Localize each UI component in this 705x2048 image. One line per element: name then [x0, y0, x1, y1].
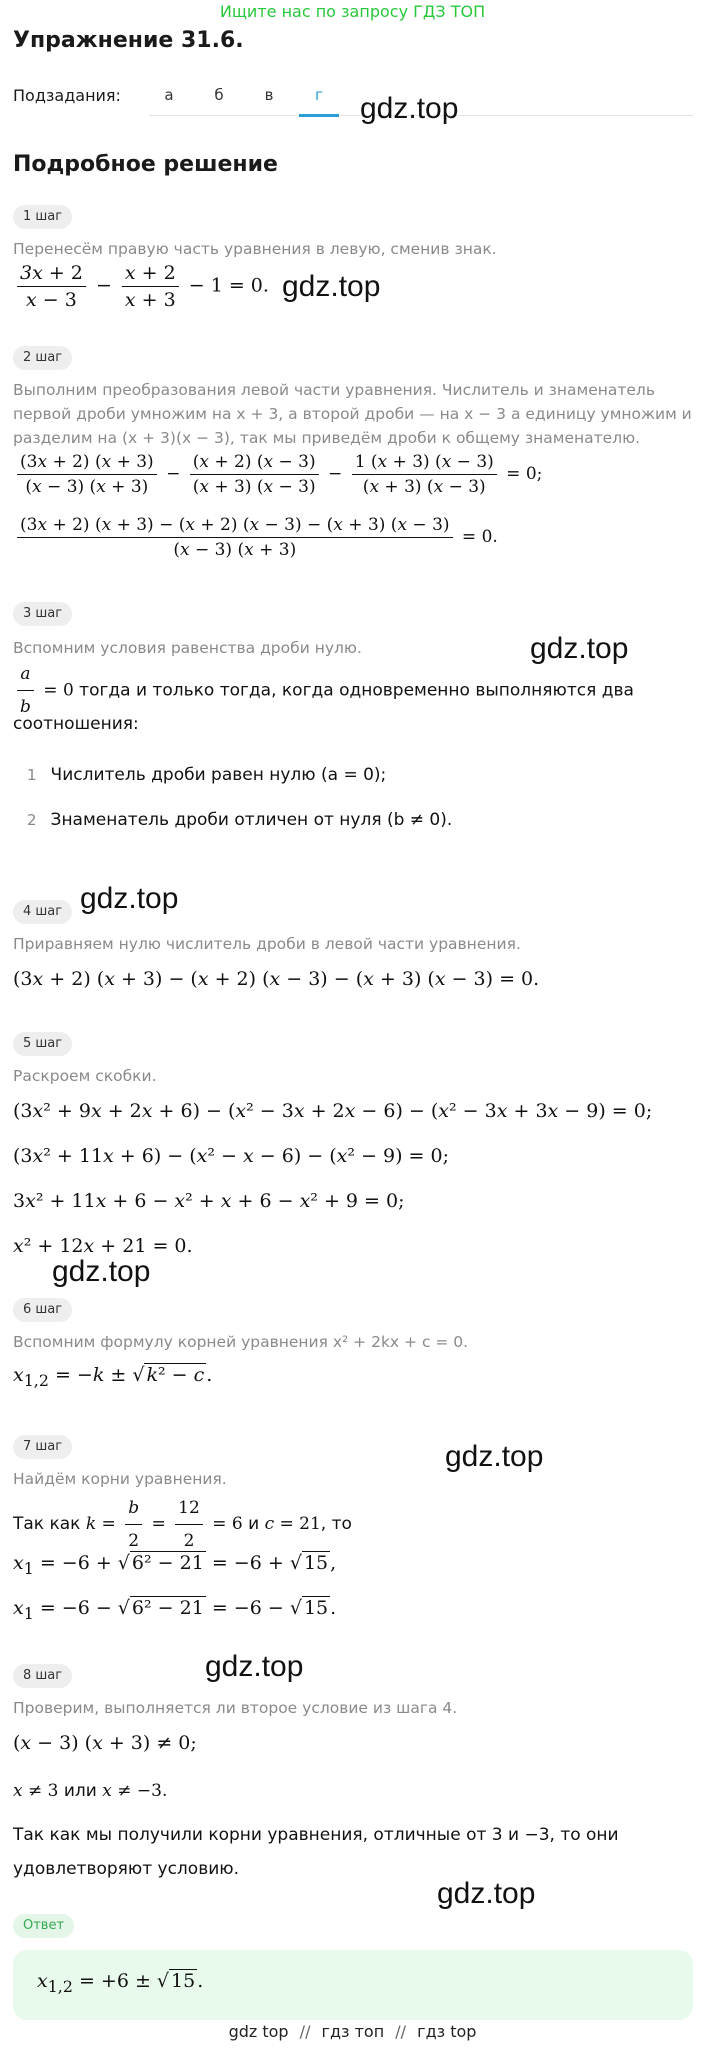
step-8-inequality: (x − 3) (x + 3) ≠ 0; [13, 1732, 197, 1754]
step-8-result: x ≠ 3 или x ≠ −3. [13, 1781, 168, 1801]
step-2-equation-2: $\frac{(3x + 2) (x + 3) - (x + 2) (x - 3) - (x + 3) (x - 3)}{(x - 3) (x + 3)}$ = 0. [13, 515, 498, 560]
step-2-equation-1: $\frac{(3x + 2) (x + 3)}{(x - 3) (x + 3)}$ − $\frac{(x + 2) (x - 3)}{(x + 3) (x - 3)}$ − $\frac{1 (x + 3) (x - 3)}{(x + 3) (x - 3)}$ = 0; [13, 452, 542, 497]
footer-links [0, 2022, 705, 2041]
step-4-text: Приравняем нулю числитель дроби в левой части уравнения. [13, 935, 521, 953]
step-7-badge: 7 шаг [13, 1435, 72, 1459]
step-3-list-item-1: 1 Числитель дроби равен нулю (a = 0); [27, 765, 387, 785]
tab-g[interactable]: г [299, 86, 339, 104]
step-8-text: Проверим, выполняется ли второе условие из шага 4. [13, 1699, 458, 1717]
watermark: gdz.top [205, 1650, 304, 1683]
footer-separator: // [299, 2022, 311, 2041]
answer-box [13, 1950, 693, 2020]
subtasks-label: Подзадания: [13, 86, 121, 105]
step-2-text: Выполним преобразования левой части уравнения. Числитель и знаменатель первой дроби умножим на x + 3, а второй дроби — на x − 3 а единицу умножим и разделим на (x + 3)(x − 3), так мы приведём дроби к общему знаменателю. [13, 381, 692, 447]
footer-link-2[interactable]: гдз топ [321, 2022, 385, 2041]
step-3-condition: $\frac{a}{b}$ = 0 тогда и только тогда, когда одновременно выполняются два [13, 660, 634, 721]
step-8-conclusion-2: удовлетворяют условию. [13, 1859, 239, 1879]
step-7-text: Найдём корни уравнения. [13, 1470, 227, 1488]
step-7-root-1: $x_1 = -6$ + √ 6² − 21 = −6 + √ 15 , [13, 1552, 337, 1578]
step-6-badge: 6 шаг [13, 1298, 72, 1322]
watermark: gdz.top [437, 1877, 536, 1910]
step-5-text: Раскроем скобки. [13, 1067, 157, 1085]
step-4-badge: 4 шаг [13, 900, 72, 924]
top-banner[interactable]: Ищите нас по запросу ГДЗ ТОП [219, 2, 486, 21]
step-1-text: Перенесём правую часть уравнения в левую, сменив знак. [13, 240, 497, 258]
step-2-badge: 2 шаг [13, 346, 72, 370]
step-5-badge: 5 шаг [13, 1032, 72, 1056]
step-6-text: Вспомним формулу корней уравнения x² + 2kx + c = 0. [13, 1333, 469, 1351]
step-1-equation: $\frac{3x + 2}{x - 3}$ − $\frac{x + 2}{x + 3}$ − 1 = 0. [13, 262, 269, 311]
tab-v[interactable]: в [264, 86, 274, 104]
footer-link-1[interactable]: gdz top [228, 2022, 289, 2041]
step-5-equation-3: 3x² + 11x + 6 − x² + x + 6 − x² + 9 = 0; [13, 1190, 405, 1212]
watermark: gdz.top [282, 270, 381, 303]
subtasks-bar [13, 86, 693, 116]
answer-formula: $x_{1,2} = +6$ ± √ 15 . [37, 1970, 204, 1996]
watermark: gdz.top [445, 1440, 544, 1473]
step-6-formula: $x_{1,2} = -k$ ± √ k² − c . [13, 1364, 213, 1390]
step-7-root-2: $x_1 = -6$ − √ 6² − 21 = −6 − √ 15 . [13, 1597, 337, 1623]
step-3-badge: 3 шаг [13, 602, 72, 626]
step-3-text: Вспомним условия равенства дроби нулю. [13, 639, 362, 657]
step-7-statement: Так как k = $\frac{b}{2}$ = $\frac{12}{2}$ = 6 и c = 21, то [13, 1494, 352, 1555]
step-3-condition-cont: соотношения: [13, 714, 139, 734]
footer-separator: // [395, 2022, 407, 2041]
page-title: Упражнение 31.6. [13, 28, 244, 53]
step-4-equation: (3x + 2) (x + 3) − (x + 2) (x − 3) − (x + 3) (x − 3) = 0. [13, 968, 540, 990]
answer-badge: Ответ [13, 1914, 74, 1938]
watermark: gdz.top [360, 92, 459, 125]
tab-b[interactable]: б [214, 86, 224, 104]
step-5-equation-1: (3x² + 9x + 2x + 6) − (x² − 3x + 2x − 6) − (x² − 3x + 3x − 9) = 0; [13, 1100, 653, 1122]
section-title: Подробное решение [13, 152, 278, 177]
watermark: gdz.top [52, 1255, 151, 1288]
step-8-badge: 8 шаг [13, 1664, 72, 1688]
watermark: gdz.top [80, 882, 179, 915]
watermark: gdz.top [530, 632, 629, 665]
tab-a[interactable]: а [164, 86, 174, 104]
step-1-badge: 1 шаг [13, 205, 72, 229]
footer-link-3[interactable]: гдз top [417, 2022, 477, 2041]
step-5-equation-4: x² + 12x + 21 = 0. [13, 1235, 193, 1257]
step-8-conclusion-1: Так как мы получили корни уравнения, отличные от 3 и −3, то они [13, 1825, 619, 1845]
step-5-equation-2: (3x² + 11x + 6) − (x² − x − 6) − (x² − 9) = 0; [13, 1145, 449, 1167]
step-3-list-item-2: 2 Знаменатель дроби отличен от нуля (b ≠ 0). [27, 810, 453, 830]
